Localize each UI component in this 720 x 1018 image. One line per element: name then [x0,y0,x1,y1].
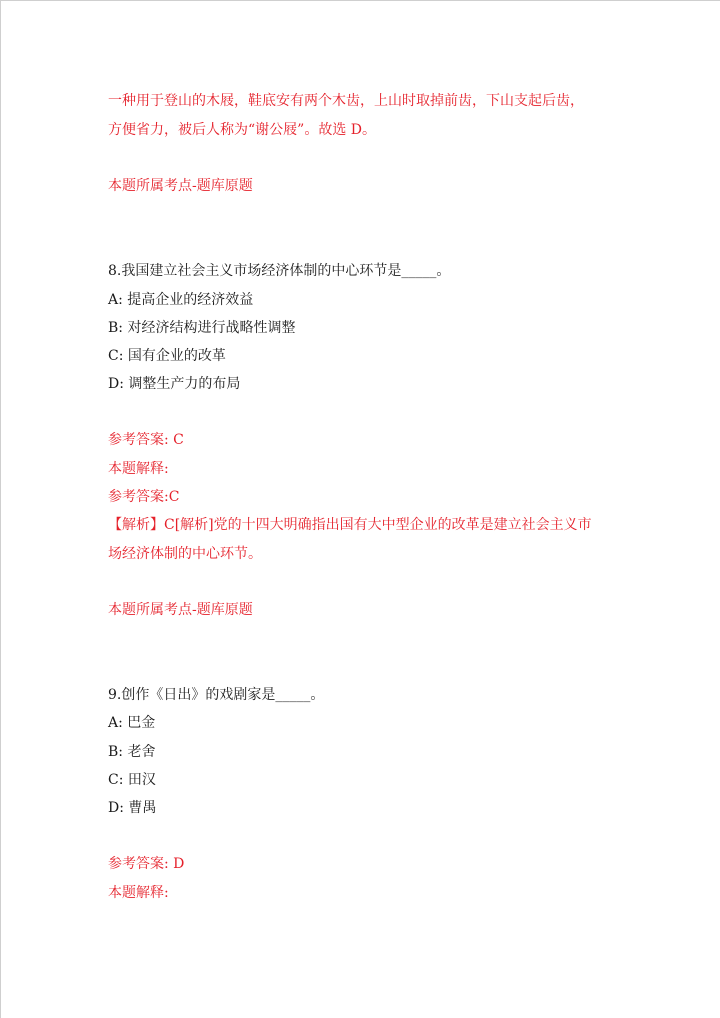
q9-answer: 参考答案: D [108,856,185,872]
q7-source-note: 本题所属考点-题库原题 [108,178,253,194]
q8-question: 8.我国建立社会主义市场经济体制的中心环节是_____。 [108,263,451,279]
q8-option-b: B: 对经济结构进行战略性调整 [108,320,296,336]
q9-question: 9.创作《日出》的戏剧家是_____。 [108,687,325,703]
q8-analysis-line2: 场经济体制的中心环节。 [108,546,262,562]
q8-option-a: A: 提高企业的经济效益 [108,292,254,308]
q8-answer: 参考答案: C [108,432,184,448]
page-edge-top [0,0,720,1]
q8-answer-repeat: 参考答案:C [108,489,180,505]
q8-option-c: C: 国有企业的改革 [108,348,226,364]
q8-source-note: 本题所属考点-题库原题 [108,602,253,618]
q9-option-b: B: 老舍 [108,744,156,760]
q7-explanation-line2: 方便省力，被后人称为“谢公屐”。故选 D。 [108,122,376,138]
q9-option-a: A: 巴金 [108,715,156,731]
q9-option-d: D: 曹禺 [108,800,157,816]
q9-option-c: C: 田汉 [108,772,156,788]
q7-explanation-line1: 一种用于登山的木屐，鞋底安有两个木齿，上山时取掉前齿，下山支起后齿， [108,93,584,109]
q8-explanation-label: 本题解释: [108,461,169,477]
q9-explanation-label: 本题解释: [108,885,169,901]
page-edge-left [0,0,1,1018]
q8-option-d: D: 调整生产力的布局 [108,376,241,392]
q8-analysis-line1: 【解析】C[解析]党的十四大明确指出国有大中型企业的改革是建立社会主义市 [108,517,592,533]
